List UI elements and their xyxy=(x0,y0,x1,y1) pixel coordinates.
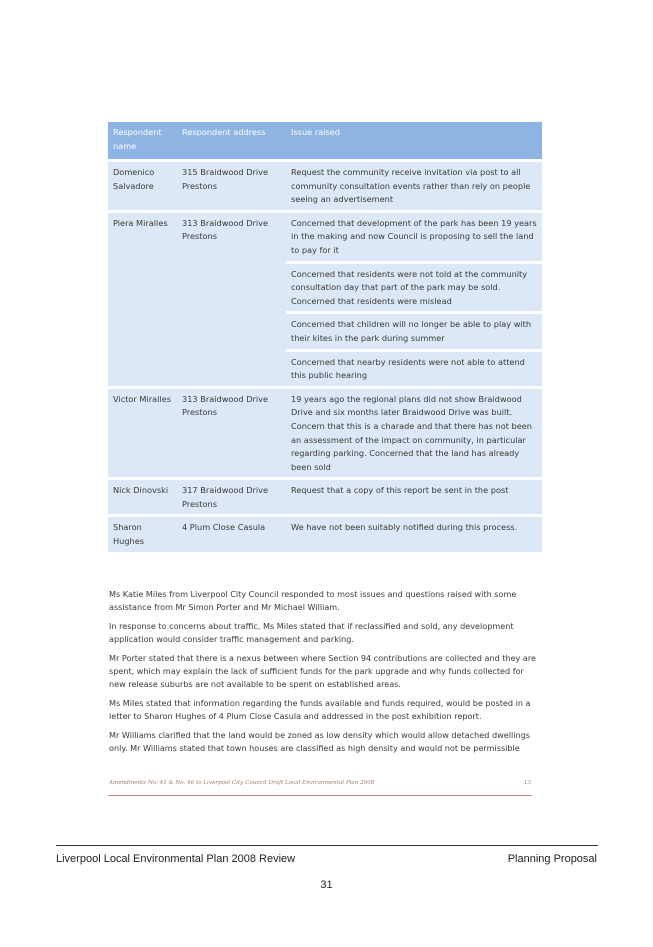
inner-footer-rule xyxy=(108,795,532,796)
issue-text: Request that a copy of this report be sent in the post xyxy=(286,480,542,514)
respondent-name: Domenico Salvadore xyxy=(108,162,177,210)
table-row xyxy=(108,480,542,514)
respondent-name: Nick Dinovski xyxy=(108,480,177,514)
minutes-text xyxy=(109,588,539,760)
issue-text: 19 years ago the regional plans did not show Braidwood Drive and six months later Braidwood Drive was built. Concern that this is a charade and that there has not been an assessment of the impact on community, in particular regarding parking. Concerned that the land has already been sold xyxy=(286,389,542,478)
paragraph: Mr Williams clarified that the land would be zoned as low density which would allow detached dwellings only. Mr Williams stated that town houses are classified as high density and would not be permissible xyxy=(109,729,530,754)
inner-footer xyxy=(109,780,531,786)
issue-text: Request the community receive invitation via post to all community consultation events rather than rely on people seeing an advertisement xyxy=(286,162,542,210)
respondent-address: 313 Braidwood Drive Prestons xyxy=(177,213,286,386)
paragraph: Ms Miles stated that information regarding the funds available and funds required, would be posted in a letter to Sharon Hughes of 4 Plum Close Casula and addressed in the post exhibition report. xyxy=(109,697,531,722)
paragraph: Ms Katie Miles from Liverpool City Council responded to most issues and questions raised with some assistance from Mr Simon Porter and Mr Michael William. xyxy=(109,589,517,613)
header-issue-raised: Issue raised xyxy=(286,122,542,159)
footer-rule xyxy=(56,845,598,846)
issue-text: We have not been suitably notified during this process. xyxy=(286,517,542,551)
paragraph: In response to concerns about traffic, Ms Miles stated that if reclassified and sold, any development application would consider traffic management and parking. xyxy=(109,620,514,645)
header-respondent-name: Respondent name xyxy=(108,122,177,159)
respondent-address: 317 Braidwood Drive Prestons xyxy=(177,480,286,514)
inner-footer-text: Amendments No. 41 & No. 46 to Liverpool City Council Draft Local Environmental Plan 2008 xyxy=(109,780,375,786)
scanned-report-page xyxy=(108,122,542,555)
table-row xyxy=(108,162,542,210)
page-number: 31 xyxy=(320,879,333,891)
table-header-row xyxy=(108,122,542,159)
issue-text: Concerned that nearby residents were not able to attend this public hearing xyxy=(286,352,542,386)
respondent-name: Sharon Hughes xyxy=(108,517,177,551)
submissions-table xyxy=(108,119,542,555)
table-row xyxy=(108,389,542,478)
respondent-address: 4 Plum Close Casula xyxy=(177,517,286,551)
respondent-name: Piera Miralles xyxy=(108,213,177,386)
footer-section-title: Planning Proposal xyxy=(507,853,597,865)
respondent-name: Victor Miralles xyxy=(108,389,177,478)
issue-text: Concerned that children will no longer be able to play with their kites in the park during summer xyxy=(286,314,542,348)
table-row xyxy=(108,517,542,551)
footer-document-title: Liverpool Local Environmental Plan 2008 Review xyxy=(56,853,296,865)
issue-text: Concerned that development of the park has been 19 years in the making and now Council is proposing to sell the land to pay for it xyxy=(286,213,542,261)
respondent-address: 313 Braidwood Drive Prestons xyxy=(177,389,286,478)
issue-text: Concerned that residents were not told at the community consultation day that part of the park may be sold. Concerned that residents were mislead xyxy=(286,264,542,312)
header-respondent-address: Respondent address xyxy=(177,122,286,159)
inner-page-number: 13 xyxy=(523,780,531,786)
respondent-address: 315 Braidwood Drive Prestons xyxy=(177,162,286,210)
table-row xyxy=(108,213,542,261)
paragraph: Mr Porter stated that there is a nexus between where Section 94 contributions are collected and they are spent, which may explain the lack of sufficient funds for the park upgrade and why funds collected for new release suburbs are not available to be spent on established areas. xyxy=(109,652,537,690)
